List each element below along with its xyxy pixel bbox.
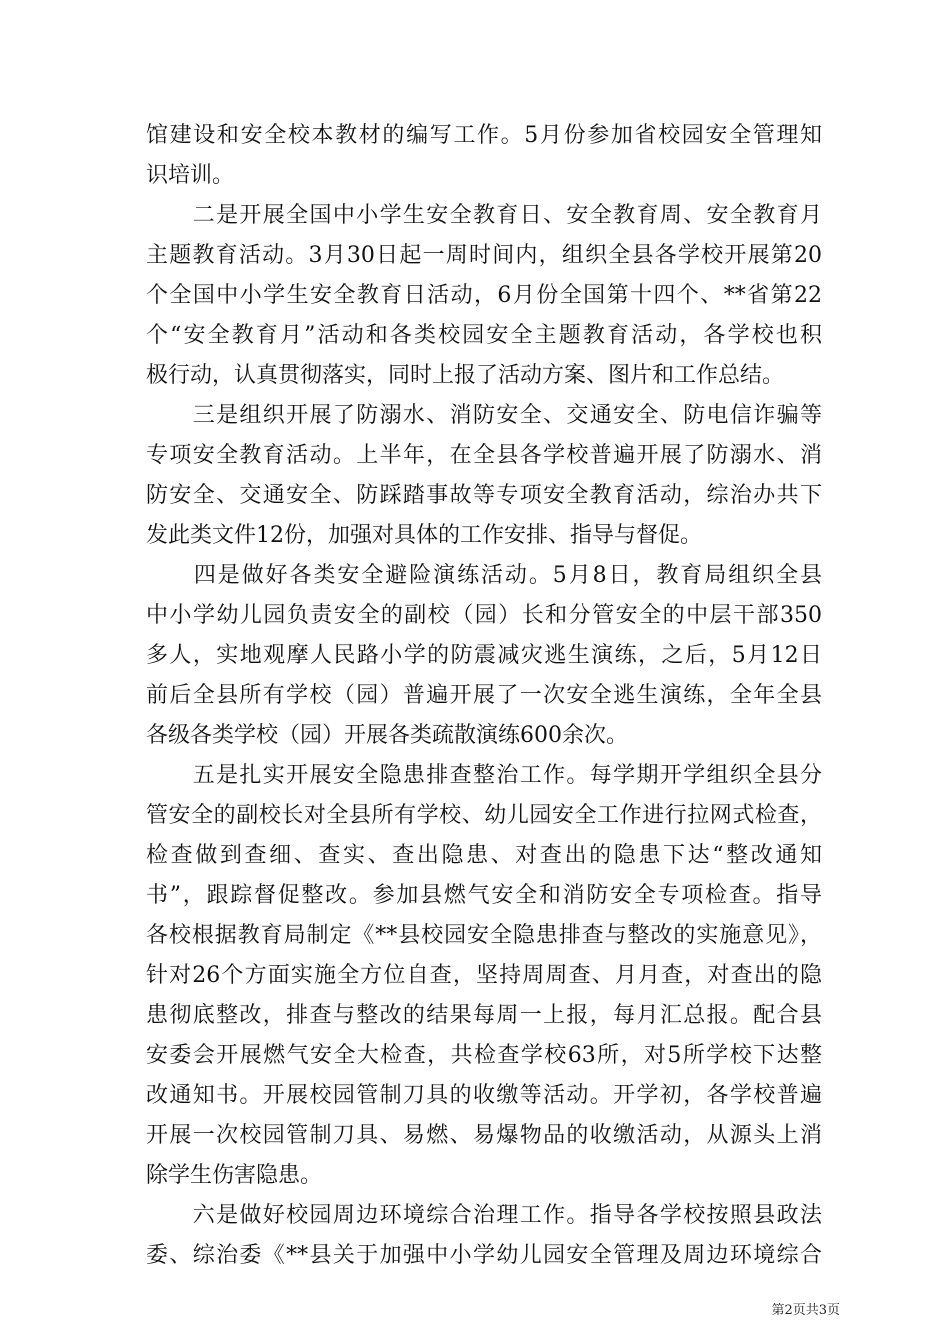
page-number: 第2页共3页 bbox=[771, 1303, 840, 1318]
text-line: 馆建设和安全校本教材的编写工作。5月份参加省校园安全管理知 bbox=[146, 123, 822, 148]
text-line: 六是做好校园周边环境综合治理工作。指导各学校按照县政法 bbox=[146, 1203, 822, 1228]
text-line: 检查做到查细、查实、查出隐患、对查出的隐患下达“整改通知 bbox=[146, 843, 822, 868]
text-line: 针对26个方面实施全方位自查，坚持周周查、月月查，对查出的隐 bbox=[146, 963, 822, 988]
text-line: 管安全的副校长对全县所有学校、幼儿园安全工作进行拉网式检查， bbox=[146, 803, 822, 828]
text-line: 三是组织开展了防溺水、消防安全、交通安全、防电信诈骗等 bbox=[146, 403, 822, 428]
text-line: 患彻底整改，排查与整改的结果每周一上报，每月汇总报。配合县 bbox=[146, 1003, 822, 1028]
text-line: 开展一次校园管制刀具、易燃、易爆物品的收缴活动，从源头上消 bbox=[146, 1123, 822, 1148]
text-line: 五是扎实开展安全隐患排查整治工作。每学期开学组织全县分 bbox=[146, 763, 822, 788]
text-line: 专项安全教育活动。上半年，在全县各学校普遍开展了防溺水、消 bbox=[146, 443, 822, 468]
text-line: 防安全、交通安全、防踩踏事故等专项安全教育活动，综治办共下 bbox=[146, 483, 822, 508]
text-line: 安委会开展燃气安全大检查，共检查学校63所，对5所学校下达整 bbox=[146, 1043, 822, 1068]
text-line: 改通知书。开展校园管制刀具的收缴等活动。开学初，各学校普遍 bbox=[146, 1083, 822, 1108]
text-line: 各校根据教育局制定《**县校园安全隐患排查与整改的实施意见》， bbox=[146, 923, 822, 948]
text-line: 四是做好各类安全避险演练活动。5月8日，教育局组织全县 bbox=[146, 563, 822, 588]
text-line: 前后全县所有学校（园）普遍开展了一次安全逃生演练，全年全县 bbox=[146, 683, 822, 708]
text-line: 个全国中小学生安全教育日活动，6月份全国第十四个、**省第22 bbox=[146, 283, 822, 308]
text-line: 书”，跟踪督促整改。参加县燃气安全和消防安全专项检查。指导 bbox=[146, 883, 822, 908]
text-line: 发此类文件12份，加强对具体的工作安排、指导与督促。 bbox=[146, 523, 702, 548]
text-line: 各级各类学校（园）开展各类疏散演练600余次。 bbox=[146, 723, 628, 748]
text-line: 主题教育活动。3月30日起一周时间内，组织全县各学校开展第20 bbox=[146, 243, 822, 268]
text-line: 中小学幼儿园负责安全的副校（园）长和分管安全的中层干部350 bbox=[146, 603, 822, 628]
text-line: 多人，实地观摩人民路小学的防震减灾逃生演练，之后，5月12日 bbox=[146, 643, 822, 668]
text-line: 委、综治委《**县关于加强中小学幼儿园安全管理及周边环境综合 bbox=[146, 1243, 822, 1268]
document-body bbox=[146, 116, 822, 1276]
text-line: 识培训。 bbox=[146, 163, 235, 188]
text-line: 极行动，认真贯彻落实，同时上报了活动方案、图片和工作总结。 bbox=[146, 363, 785, 388]
text-line: 除学生伤害隐患。 bbox=[146, 1163, 323, 1188]
text-line: 二是开展全国中小学生安全教育日、安全教育周、安全教育月 bbox=[146, 203, 822, 228]
text-line: 个“安全教育月”活动和各类校园安全主题教育活动，各学校也积 bbox=[146, 323, 822, 348]
